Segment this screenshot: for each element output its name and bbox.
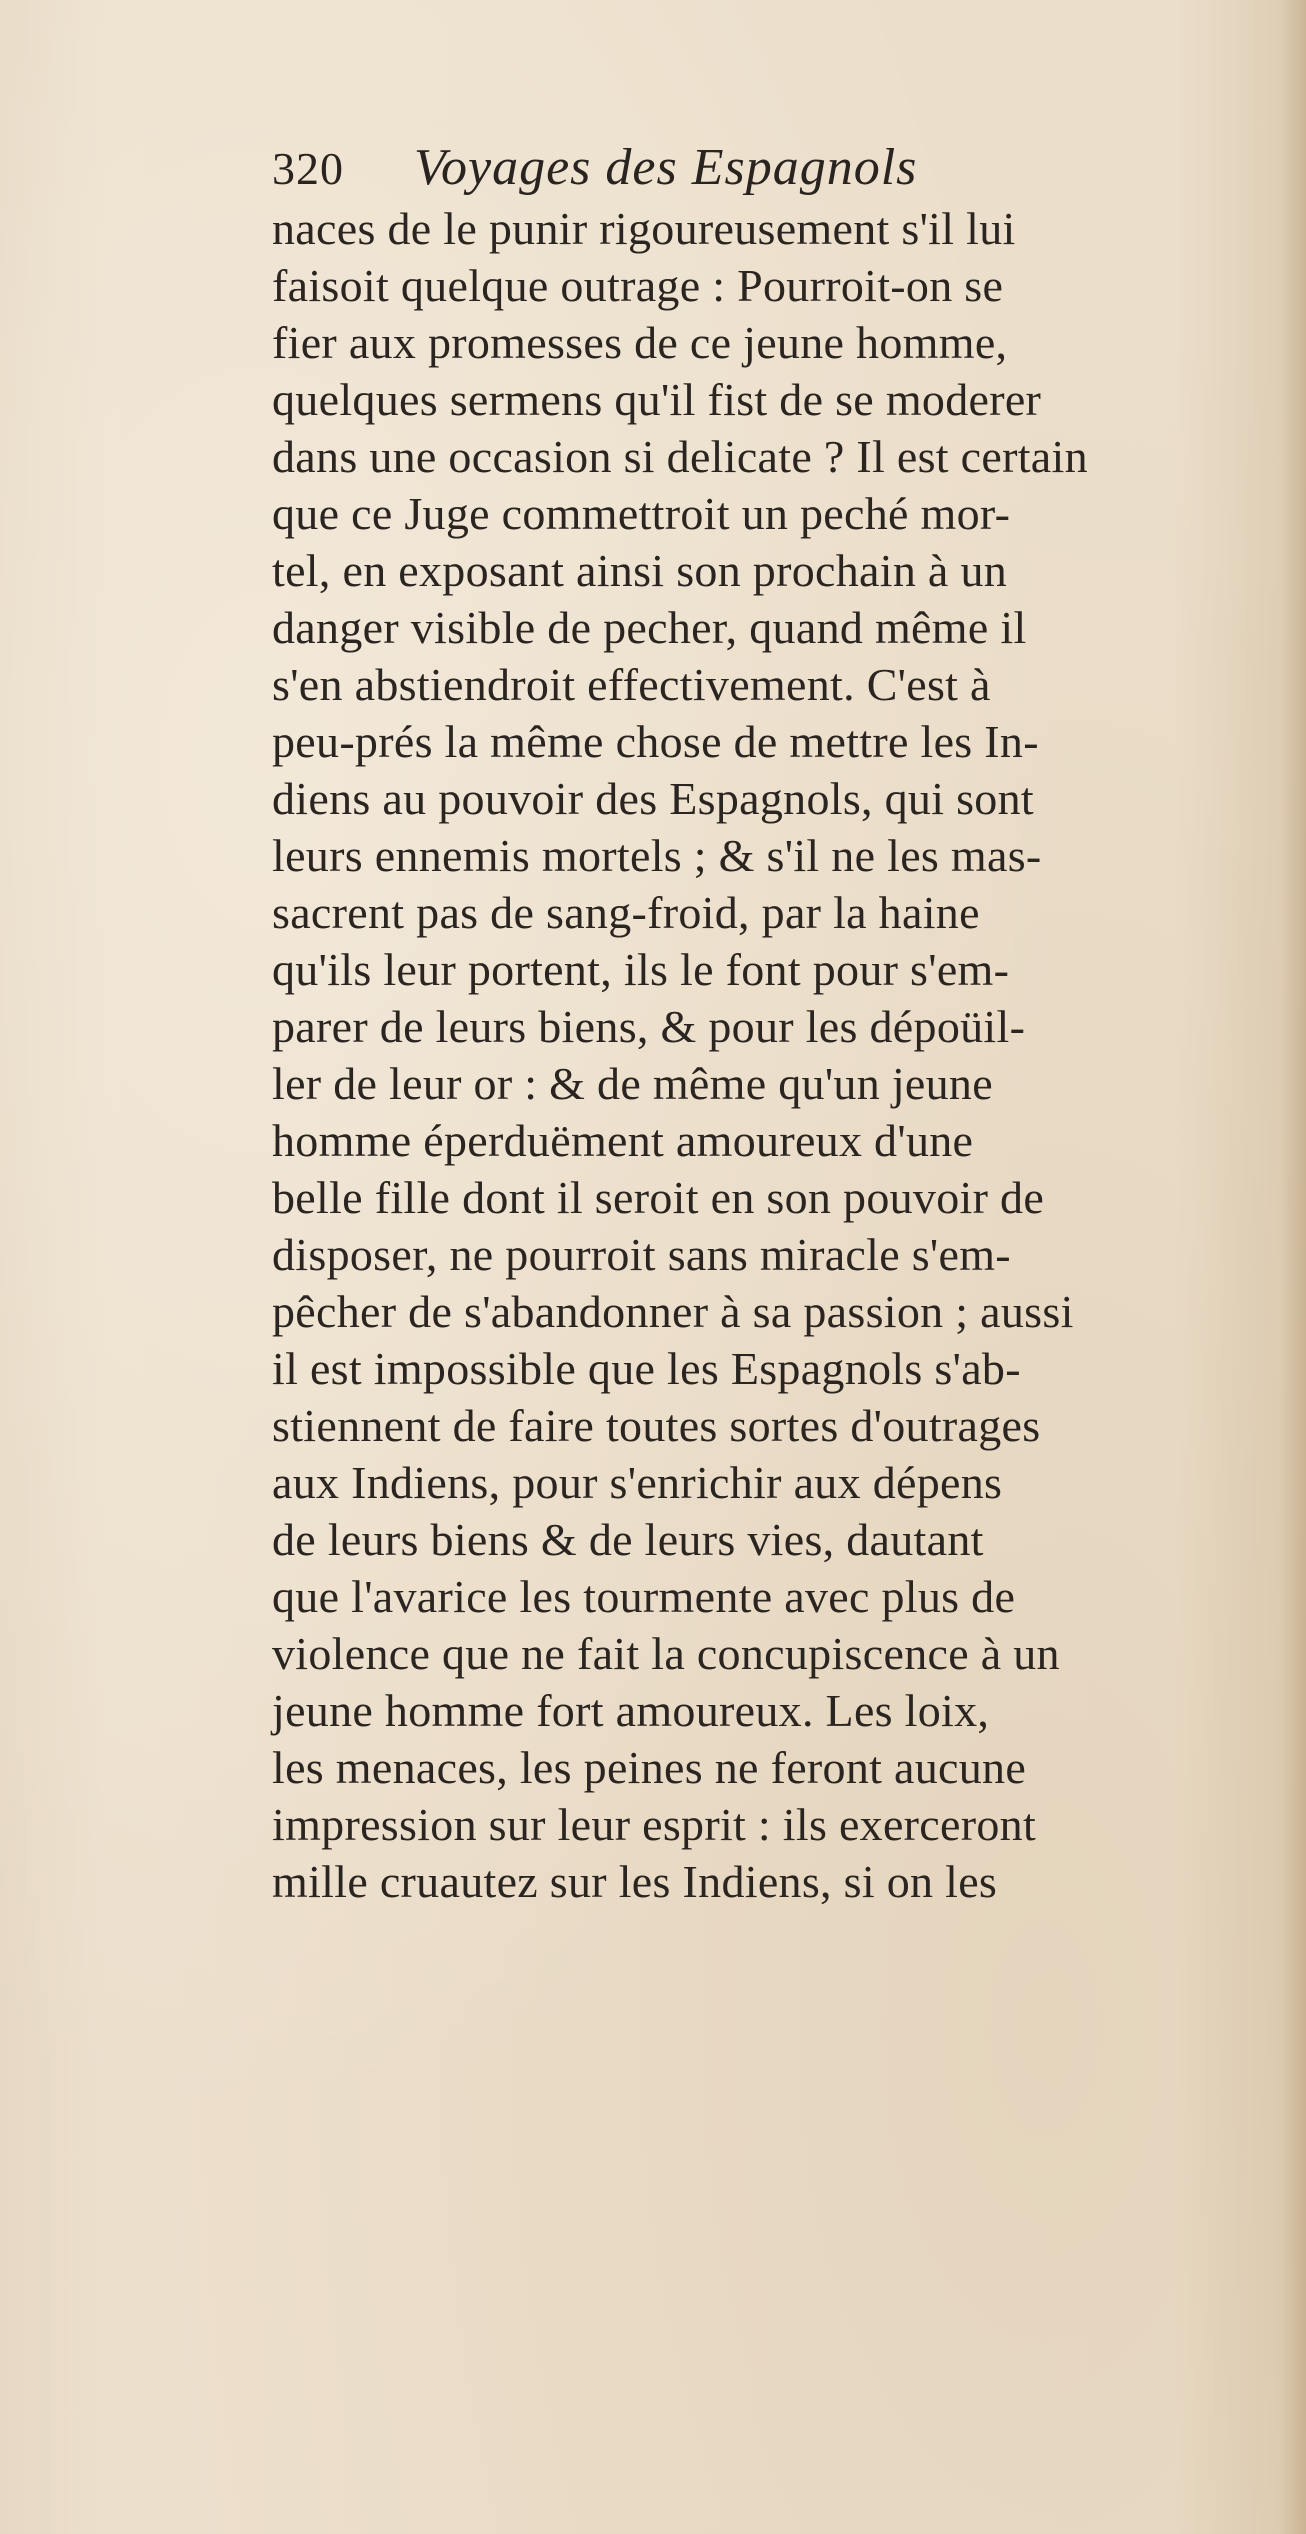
text-line: sacrent pas de sang-froid, par la haine <box>272 887 980 938</box>
text-line: parer de leurs biens, & pour les dépoüil- <box>272 1001 1026 1052</box>
text-line: ler de leur or : & de même qu'un jeune <box>272 1058 993 1109</box>
text-line: dans une occasion si delicate ? Il est certain <box>272 431 1088 482</box>
text-line: belle fille dont il seroit en son pouvoir de <box>272 1172 1045 1223</box>
text-line: danger visible de pecher, quand même il <box>272 602 1027 653</box>
text-line: il est impossible que les Espagnols s'ab- <box>272 1343 1021 1394</box>
text-line: violence que ne fait la concupiscence à un <box>272 1628 1060 1679</box>
page-edge-shadow <box>1280 0 1306 2534</box>
text-line: faisoit quelque outrage : Pourroit-on se <box>272 260 1004 311</box>
text-line: peu-prés la même chose de mettre les In- <box>272 716 1039 767</box>
text-line: stiennent de faire toutes sortes d'outrages <box>272 1400 1041 1451</box>
text-line: s'en abstiendroit effectivement. C'est à <box>272 659 991 710</box>
text-line: homme éperduëment amoureux d'une <box>272 1115 974 1166</box>
text-line: impression sur leur esprit : ils exerceront <box>272 1799 1037 1850</box>
text-line: mille cruautez sur les Indiens, si on les <box>272 1856 998 1907</box>
running-head <box>272 138 1272 208</box>
text-line: de leurs biens & de leurs vies, dautant <box>272 1514 984 1565</box>
text-line: quelques sermens qu'il fist de se moderer <box>272 374 1042 425</box>
page-number: 320 <box>272 143 344 194</box>
text-line: que l'avarice les tourmente avec plus de <box>272 1571 1016 1622</box>
text-line: jeune homme fort amoureux. Les loix, <box>272 1685 990 1736</box>
text-line: tel, en exposant ainsi son prochain à un <box>272 545 1008 596</box>
text-line: aux Indiens, pour s'enrichir aux dépens <box>272 1457 1003 1508</box>
text-line: disposer, ne pourroit sans miracle s'em- <box>272 1229 1011 1280</box>
text-line: qu'ils leur portent, ils le font pour s'em- <box>272 944 1010 995</box>
text-line: pêcher de s'abandonner à sa passion ; aussi <box>272 1286 1074 1337</box>
text-line: que ce Juge commettroit un peché mor- <box>272 488 1011 539</box>
text-line: fier aux promesses de ce jeune homme, <box>272 317 1008 368</box>
text-line: diens au pouvoir des Espagnols, qui sont <box>272 773 1034 824</box>
running-title: Voyages des Espagnols <box>414 139 918 196</box>
body-text <box>272 200 1252 1910</box>
text-line: leurs ennemis mortels ; & s'il ne les mas- <box>272 830 1042 881</box>
text-line: les menaces, les peines ne feront aucune <box>272 1742 1027 1793</box>
text-line: naces de le punir rigoureusement s'il lui <box>272 203 1016 254</box>
